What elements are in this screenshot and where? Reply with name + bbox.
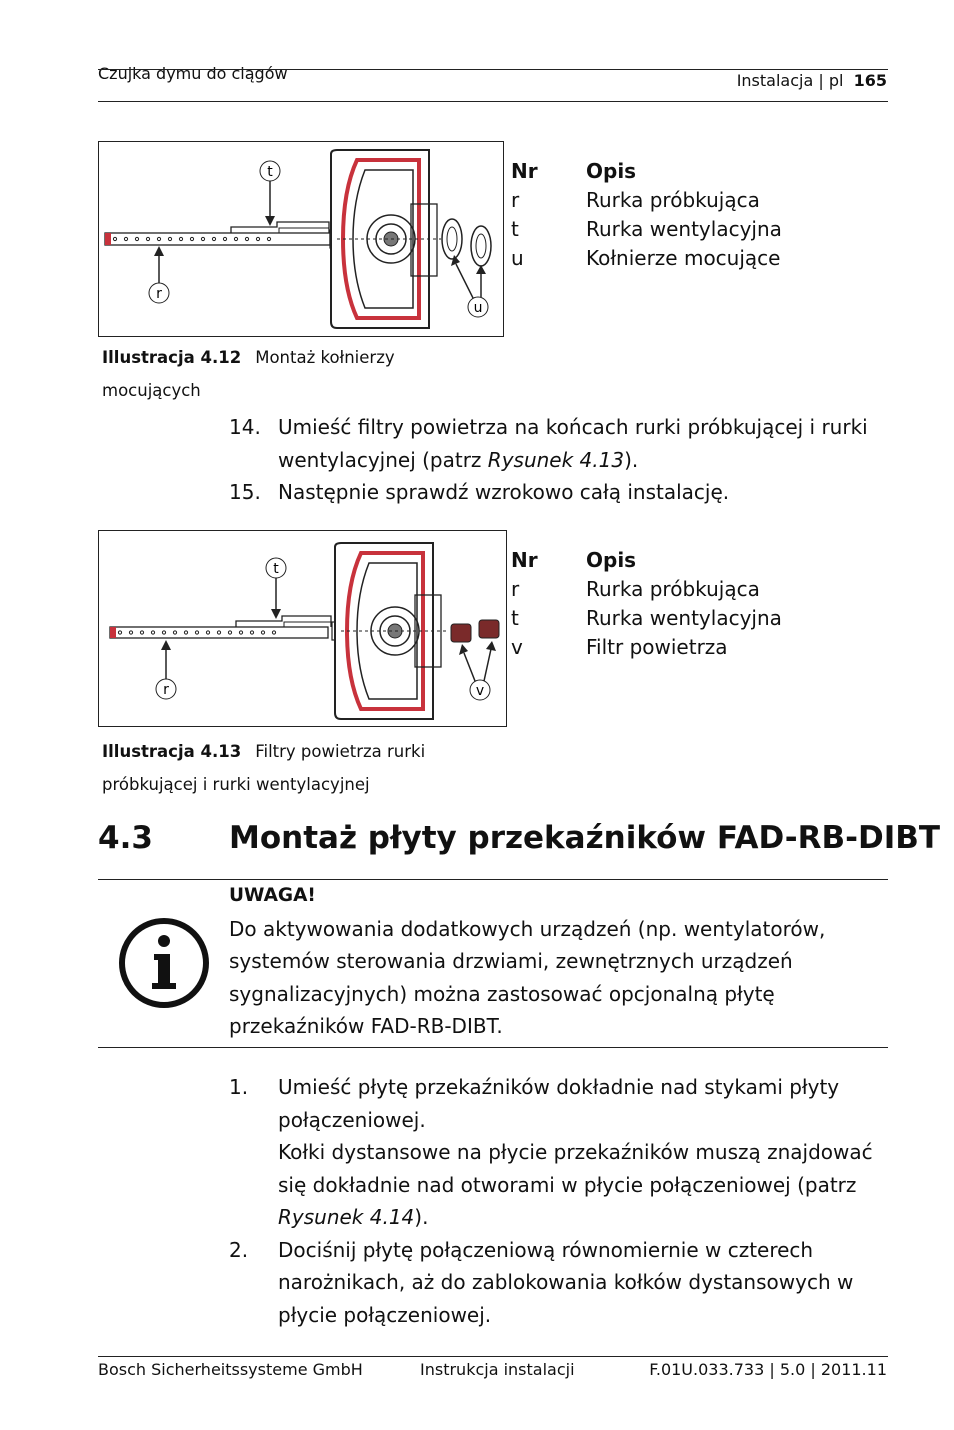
legend-nr: t [511, 217, 519, 241]
legend-nr: r [511, 188, 520, 212]
list-item [229, 411, 889, 476]
callout-r: r [163, 682, 169, 698]
header-rule-bottom [98, 101, 888, 102]
page-number: 165 [853, 71, 887, 90]
header-section [737, 71, 887, 90]
figure-caption-4-13 [102, 735, 462, 801]
callout-v: v [475, 683, 485, 699]
section-number: 4.3 [98, 820, 153, 856]
legend-nr: r [511, 577, 520, 601]
legend-opis: Rurka próbkująca [586, 577, 760, 601]
callout-r: r [156, 286, 162, 302]
caption-text: Filtry powietrza rurki próbkującej i rurki wentylacyjnej [102, 742, 426, 794]
figure-caption-4-12 [102, 341, 462, 407]
step-text-part: ). [414, 1205, 429, 1229]
legend-nr: t [511, 606, 519, 630]
step-text: Następnie sprawdź wzrokowo całą instalację. [278, 480, 730, 504]
caption-text: Montaż kołnierzy mocujących [102, 348, 395, 400]
legend-header [511, 546, 782, 575]
steps-list-b [229, 1071, 889, 1331]
figure-4-13 [98, 530, 507, 727]
footer-company: Bosch Sicherheitssysteme GmbH [98, 1360, 363, 1379]
note-block [229, 880, 869, 1043]
figure-4-13-illustration [99, 531, 506, 726]
step-number: 15. [229, 480, 261, 504]
step-text: Dociśnij płytę połączeniową równomiernie w czterech narożnikach, aż do zablokowania kołków dystansowych w płycie połączeniowej. [278, 1237, 854, 1327]
figure-reference: Rysunek 4.14 [278, 1205, 415, 1229]
legend-head-opis: Opis [586, 159, 637, 183]
list-item [229, 1234, 889, 1332]
legend-header [511, 157, 782, 186]
legend-figure-4-12 [511, 157, 782, 273]
legend-row [511, 604, 782, 633]
section-title: Montaż płyty przekaźników FAD-RB-DIBT [229, 820, 941, 856]
footer-doc-type: Instrukcja instalacji [420, 1360, 575, 1379]
step-text-part: ). [624, 447, 639, 472]
legend-opis: Filtr powietrza [586, 635, 728, 659]
info-icon [118, 917, 210, 1009]
step-text-part: Umieść filtry powietrza na końcach rurki próbkującej i rurki wentylacyjnej (patrz [278, 415, 868, 472]
note-text: Do aktywowania dodatkowych urządzeń (np. wentylatorów, systemów sterowania drzwiami, zewnętrznych urządzeń sygnalizacyjnych) można zastosować opcjonalną płytę przekaźników FAD-RB-DIBT. [229, 916, 826, 1038]
step-text [278, 1071, 889, 1234]
caption-label: Illustracja 4.13 [102, 742, 242, 761]
legend-figure-4-13 [511, 546, 782, 662]
legend-head-nr: Nr [511, 548, 538, 572]
header-rule-top [98, 69, 888, 70]
step-text-part: Kołki dystansowe na płycie przekaźników muszą znajdować się dokładnie nad otworami w płycie połączeniowej (patrz [278, 1140, 873, 1197]
legend-nr: u [511, 246, 524, 270]
legend-nr: v [511, 635, 523, 659]
note-title: UWAGA! [229, 885, 316, 906]
caption-label: Illustracja 4.12 [102, 348, 242, 367]
footer-rule [98, 1356, 888, 1357]
callout-t: t [267, 164, 273, 180]
step-number: 14. [229, 415, 261, 439]
legend-opis: Rurka wentylacyjna [586, 606, 782, 630]
step-text [278, 411, 889, 476]
figure-4-12 [98, 141, 504, 337]
footer-doc-id: F.01U.033.733 | 5.0 | 2011.11 [649, 1360, 887, 1379]
list-item [229, 1071, 889, 1234]
callout-u: u [473, 300, 483, 316]
header-section-label: Instalacja | pl [736, 71, 844, 90]
header-document-title: Czujka dymu do ciągów [98, 64, 288, 83]
step-number: 2. [229, 1237, 249, 1262]
step-text-part: Umieść płytę przekaźników dokładnie nad stykami płyty połączeniowej. [278, 1075, 840, 1132]
step-number: 1. [229, 1075, 249, 1099]
steps-list-a [229, 411, 889, 509]
legend-head-opis: Opis [586, 548, 637, 572]
figure-4-12-illustration [99, 142, 503, 336]
legend-opis: Rurka próbkująca [586, 188, 760, 212]
legend-opis: Kołnierze mocujące [586, 246, 781, 270]
legend-row [511, 186, 782, 215]
legend-row [511, 244, 782, 273]
legend-row [511, 215, 782, 244]
section-heading [98, 820, 940, 856]
legend-opis: Rurka wentylacyjna [586, 217, 782, 241]
note-rule-bottom [98, 1047, 888, 1048]
legend-row [511, 633, 782, 662]
legend-row [511, 575, 782, 604]
figure-reference: Rysunek 4.13 [487, 447, 625, 472]
list-item [229, 476, 889, 509]
callout-t: t [273, 561, 279, 577]
legend-head-nr: Nr [511, 159, 538, 183]
